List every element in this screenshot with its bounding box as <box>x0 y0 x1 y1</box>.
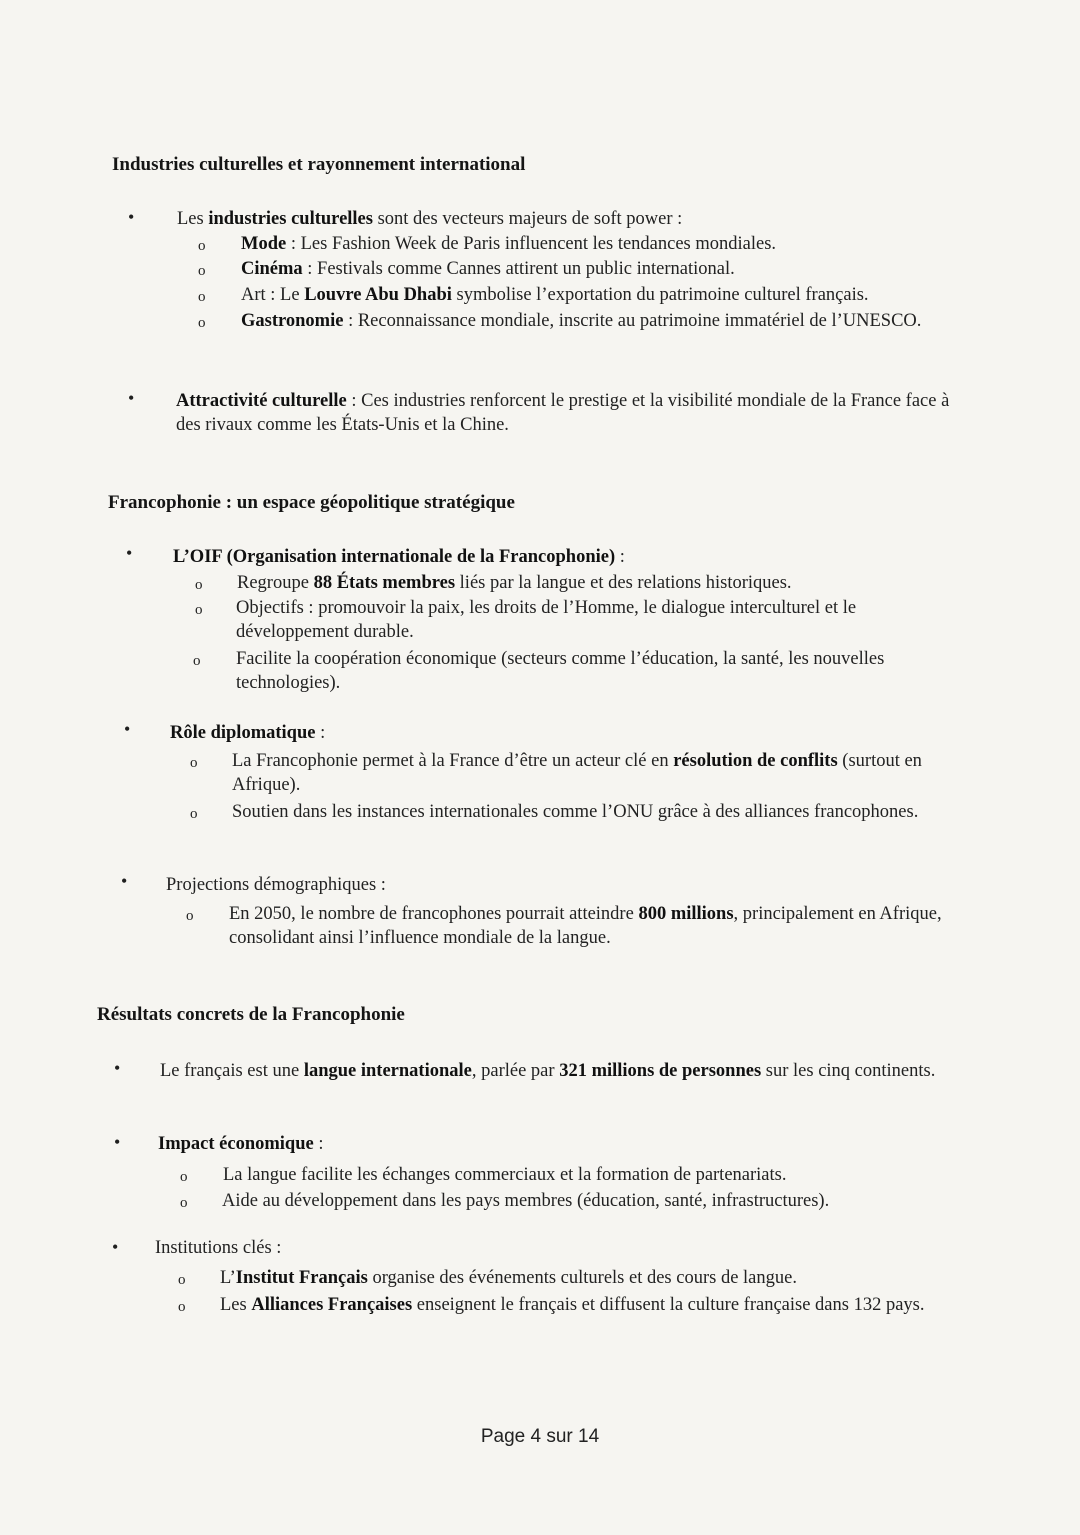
sub-bullet-icon: o <box>186 908 194 924</box>
bullet-icon: • <box>126 543 133 563</box>
bullet-icon: • <box>124 719 131 739</box>
list-item: L’OIF (Organisation internationale de la Francophonie) : <box>173 547 625 567</box>
bullet-icon: • <box>128 388 135 408</box>
sub-bullet-icon: o <box>178 1272 186 1288</box>
bullet-icon: • <box>121 871 128 891</box>
sub-list-item: Art : Le Louvre Abu Dhabi symbolise l’exportation du patrimoine culturel français. <box>241 285 869 305</box>
sub-list-item: En 2050, le nombre de francophones pourrait atteindre 800 millions, principalement en Afrique, consolidant ainsi l’influence mondiale de la langue. <box>229 904 942 948</box>
list-item: Institutions clés : <box>155 1238 282 1258</box>
sub-list-item: Mode : Les Fashion Week de Paris influencent les tendances mondiales. <box>241 234 777 254</box>
list-item: Projections démographiques : <box>166 875 386 895</box>
section-heading: Industries culturelles et rayonnement international <box>112 154 526 175</box>
sub-list-item: Objectifs : promouvoir la paix, les droits de l’Homme, le dialogue interculturel et le développement durable. <box>236 598 857 642</box>
sub-list-item: L’Institut Français organise des événements culturels et des cours de langue. <box>220 1268 797 1288</box>
sub-bullet-icon: o <box>195 577 203 593</box>
bullet-icon: • <box>112 1237 119 1257</box>
bullet-icon: • <box>114 1058 121 1078</box>
sub-bullet-icon: o <box>198 263 206 279</box>
bullet-icon: • <box>114 1132 121 1152</box>
sub-bullet-icon: o <box>198 315 206 331</box>
sub-list-item: Les Alliances Françaises enseignent le français et diffusent la culture française dans 132 pays. <box>220 1295 925 1315</box>
bullet-icon: • <box>128 207 135 227</box>
sub-bullet-icon: o <box>180 1195 188 1211</box>
sub-list-item: Soutien dans les instances internationales comme l’ONU grâce à des alliances francophones. <box>232 802 919 822</box>
sub-bullet-icon: o <box>193 653 201 669</box>
sub-list-item: Gastronomie : Reconnaissance mondiale, inscrite au patrimoine immatériel de l’UNESCO. <box>241 311 922 331</box>
sub-list-item: La langue facilite les échanges commerciaux et la formation de partenariats. <box>223 1165 787 1185</box>
sub-list-item: Regroupe 88 États membres liés par la langue et des relations historiques. <box>237 573 792 593</box>
sub-list-item: Aide au développement dans les pays membres (éducation, santé, infrastructures). <box>222 1191 830 1211</box>
sub-bullet-icon: o <box>195 602 203 618</box>
list-item: Attractivité culturelle : Ces industries renforcent le prestige et la visibilité mondiale de la France face à des rivaux comme les États-Unis et la Chine. <box>176 391 950 435</box>
section-heading: Résultats concrets de la Francophonie <box>97 1004 405 1025</box>
sub-bullet-icon: o <box>198 289 206 305</box>
sub-bullet-icon: o <box>180 1169 188 1185</box>
section-heading: Francophonie : un espace géopolitique stratégique <box>108 492 515 513</box>
sub-bullet-icon: o <box>198 238 206 254</box>
sub-list-item: La Francophonie permet à la France d’être un acteur clé en résolution de conflits (surtout en Afrique). <box>232 751 922 795</box>
sub-list-item: Facilite la coopération économique (secteurs comme l’éducation, la santé, les nouvelles technologies). <box>236 649 885 693</box>
sub-bullet-icon: o <box>190 806 198 822</box>
sub-list-item: Cinéma : Festivals comme Cannes attirent un public international. <box>241 259 735 279</box>
page-number: Page 4 sur 14 <box>480 1426 600 1447</box>
sub-bullet-icon: o <box>178 1299 186 1315</box>
list-item: Rôle diplomatique : <box>170 723 326 743</box>
list-item: Le français est une langue internationale, parlée par 321 millions de personnes sur les cinq continents. <box>160 1061 936 1081</box>
sub-bullet-icon: o <box>190 755 198 771</box>
list-item: Les industries culturelles sont des vecteurs majeurs de soft power : <box>177 209 683 229</box>
list-item: Impact économique : <box>158 1134 324 1154</box>
